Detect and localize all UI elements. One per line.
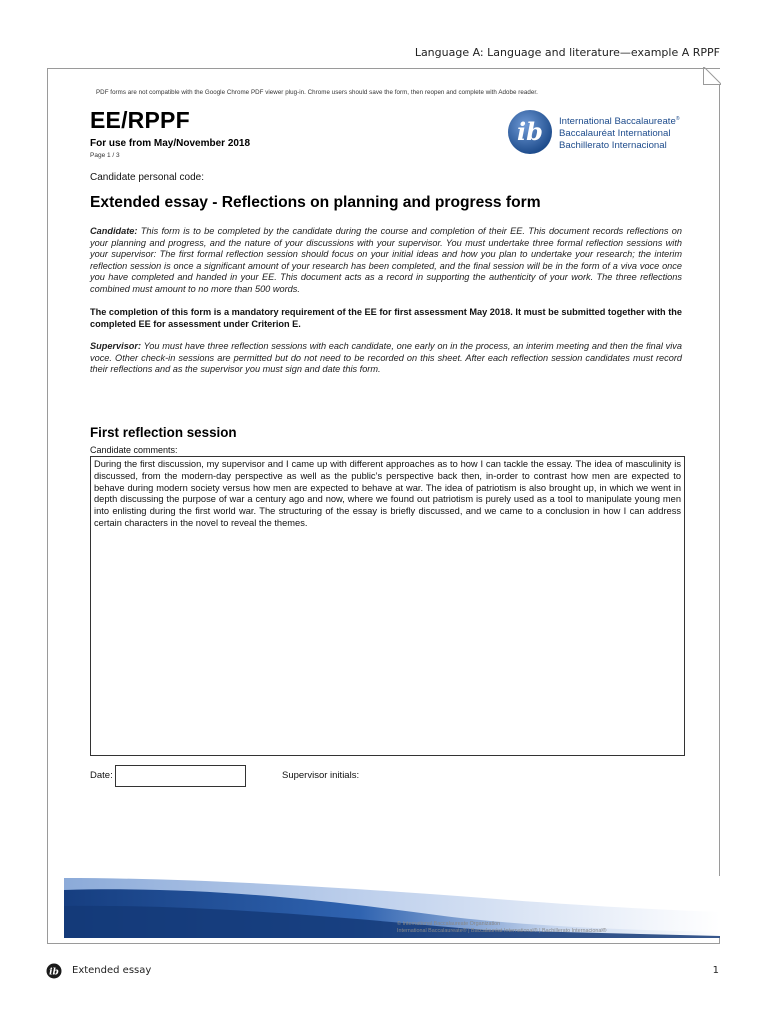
page-indicator: Page 1 / 3 [90, 152, 120, 159]
footer-title: Extended essay [72, 965, 152, 976]
use-from-session: For use from May/November 2018 [90, 138, 251, 149]
form-code: EE/RPPF [90, 107, 190, 133]
candidate-comments-label: Candidate comments: [90, 445, 178, 455]
first-reflection-session-title: First reflection session [90, 425, 237, 440]
running-header: Language A: Language and literature—example A RPPF [414, 46, 720, 59]
ib-name-spanish: Bachillerato Internacional [559, 140, 667, 152]
supervisor-instructions: Supervisor: You must have three reflection sessions with each candidate, one early on in the process, an interim meeting and then the final viva voce. Other check-in sessions are permitted but do not need to be recorded on this sheet. After each reflection session candidates must record their reflections and as the supervisor you must sign and date this form. [90, 341, 682, 375]
supervisor-initials-label: Supervisor initials: [282, 770, 360, 781]
svg-text:ib: ib [49, 967, 59, 978]
sheet-right-edge [719, 84, 720, 944]
ib-name-english: International Baccalaureate® [559, 116, 680, 128]
footer-ib-logo-icon [46, 963, 62, 979]
form-title: Extended essay - Reflections on planning and progress form [90, 194, 541, 211]
candidate-personal-code-label: Candidate personal code: [90, 172, 204, 183]
page-corner-fold-icon [703, 67, 721, 85]
chrome-compatibility-notice: PDF forms are not compatible with the Google Chrome PDF viewer plug-in. Chrome users should save the form, then reopen and complete with Adobe reader. [96, 89, 538, 96]
decorative-wave-banner [64, 876, 720, 938]
candidate-comments-field[interactable]: During the first discussion, my supervisor and I came up with different approaches as to how I can tackle the essay. The idea of masculinity is discussed, from the modern-day perspective as well as the public’s perspective back then, in-order to contrast how men are expected to behave during modern society versus how men are expected to behave at war. The idea of patriotism is also brought up, in which we went in depth discussing the purpose of war a century ago and now, where we found out patriotism is purely used as a tool to manipulate young men into enlisting during the first world war. The structuring of the essay is briefly discussed, and we came to a conclusion in how I can address certain characters in the novel to reveal the themes. [90, 456, 685, 756]
candidate-instructions: Candidate: This form is to be completed by the candidate during the course and completion of their EE. This document records reflections on your planning and progress, and the nature of your discussions with your supervisor. You must undertake three formal reflection sessions with your supervisor: The first formal reflection session should focus on your initial ideas and how you plan to undertake your research; the interim reflection session is once a significant amount of your research has been completed, and the final session will be in the form of a viva voce once you have completed and handed in your EE. This document acts as a record in supporting the authenticity of your work. The three reflections combined must amount to no more than 500 words. [90, 226, 682, 294]
footer-page-number: 1 [712, 965, 719, 976]
date-label: Date: [90, 770, 113, 781]
ib-brand-names [559, 113, 680, 152]
ib-logo-letters: ib [517, 117, 543, 146]
ib-logo-icon [505, 108, 555, 156]
date-field[interactable] [115, 765, 246, 787]
copyright-notice: © International Baccalaureate Organization International Baccalaureate® | Baccalauréat International® | Bachillerato Internacional® [397, 921, 607, 934]
mandatory-requirement-note: The completion of this form is a mandatory requirement of the EE for first assessment May 2018. It must be submitted together with the completed EE for assessment under Criterion E. [90, 307, 682, 329]
ib-name-french: Baccalauréat International [559, 128, 671, 140]
